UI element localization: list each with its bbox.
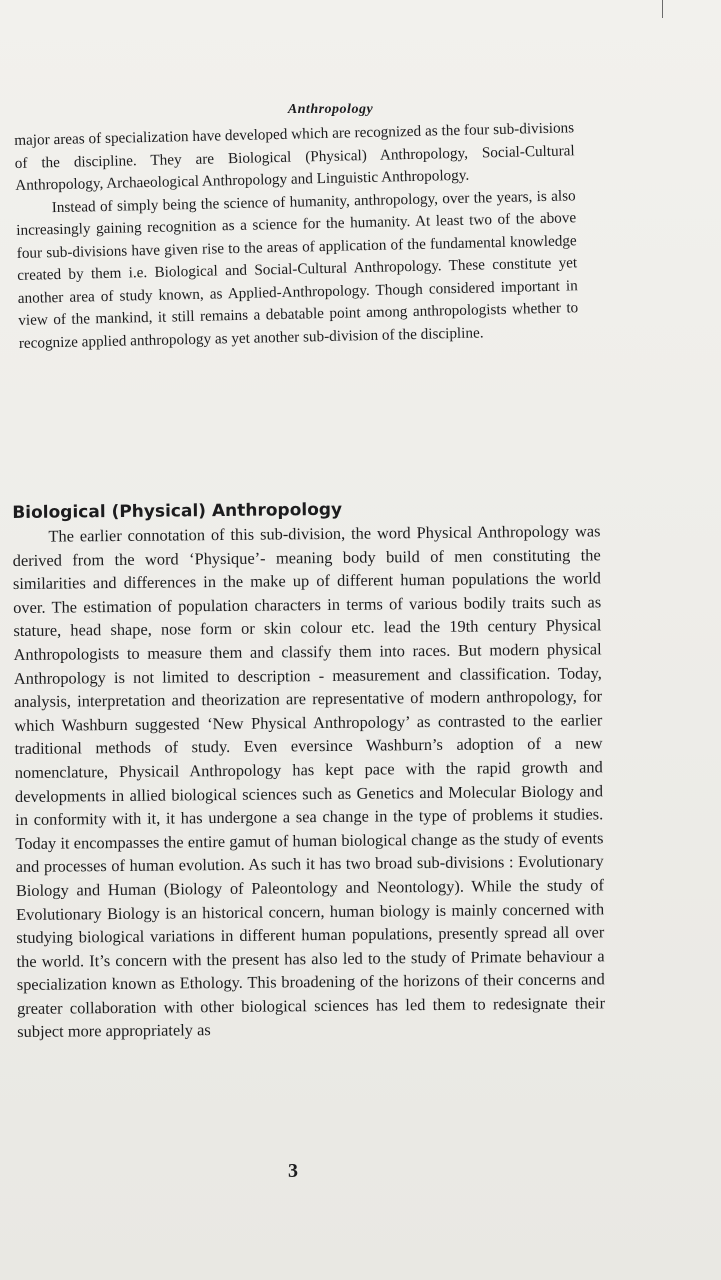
page-number: 3 xyxy=(288,1160,298,1182)
intro-paragraph-2: Instead of simply being the science of humanity, anthropology, over the years, is also increasingly gaining recognition as a science for the humanity. At least two of the above four sub-divisions have given rise to the areas of application of the fundamental knowledge created by them i.e. Biological and Social-Cultural Anthropology. These constitute yet another area of study known, as Applied-Anthropology. Though considered important in view of the mankind, it still remains a debatable point among anthropologists whether to recognize applied anthropology as yet another sub-division of the discipline. xyxy=(16,186,579,352)
intro-text-block xyxy=(14,117,579,355)
section-text-block xyxy=(12,479,605,1044)
intro-paragraph-1: major areas of specialization have developed which are recognized as the four sub-divisions of the discipline. They are Biological (Physical) Anthropology, Social-Cultural Anthropology, Archaeological Anthropology and Linguistic Anthropology. xyxy=(14,119,575,194)
running-header-text: Anthropology xyxy=(287,102,374,117)
section-heading: Biological (Physical) Anthropology xyxy=(12,499,343,523)
running-header xyxy=(0,102,721,118)
section-paragraph: The earlier connotation of this sub-division, the word Physical Anthropology was derived from the word ‘Physique’- meaning body build of men constituting the similarities and differences in the make up of different human populations the world over. The estimation of population characters in terms of various bodily traits such as stature, head shape, nose form or skin colour etc. lead the 19th century Physical Anthropologists to measure them and classify them into races. But modern physical Anthropology is not limited to description - measurement and classification. Today, analysis, interpretation and theorization are representative of modern anthropology, for which Washburn suggested ‘New Physical Anthropology’ as contrasted to the earlier traditional methods of study. Even eversince Washburn’s adoption of a new nomenclature, Physicail Anthropology has kept pace with the rapid growth and developments in allied biological sciences such as Genetics and Molecular Biology and in conformity with it, it has undergone a sea change in the type of problems it studies. Today it encompasses the entire gamut of human biological change as the study of events and processes of human evolution. As such it has two broad sub-divisions : Evolutionary Biology and Human (Biology of Paleontology and Neontology). While the study of Evolutionary Biology is an historical concern, human biology is mainly concerned with studying biological variations in different human populations, presently spread all over the world. It’s concern with the present has also led to the study of Primate behaviour a specialization known as Ethology. This broadening of the horizons of their concerns and greater collaboration with other biological sciences has led them to redesignate their subject more appropriately as xyxy=(12,521,606,1042)
page-edge-mark xyxy=(662,0,663,18)
